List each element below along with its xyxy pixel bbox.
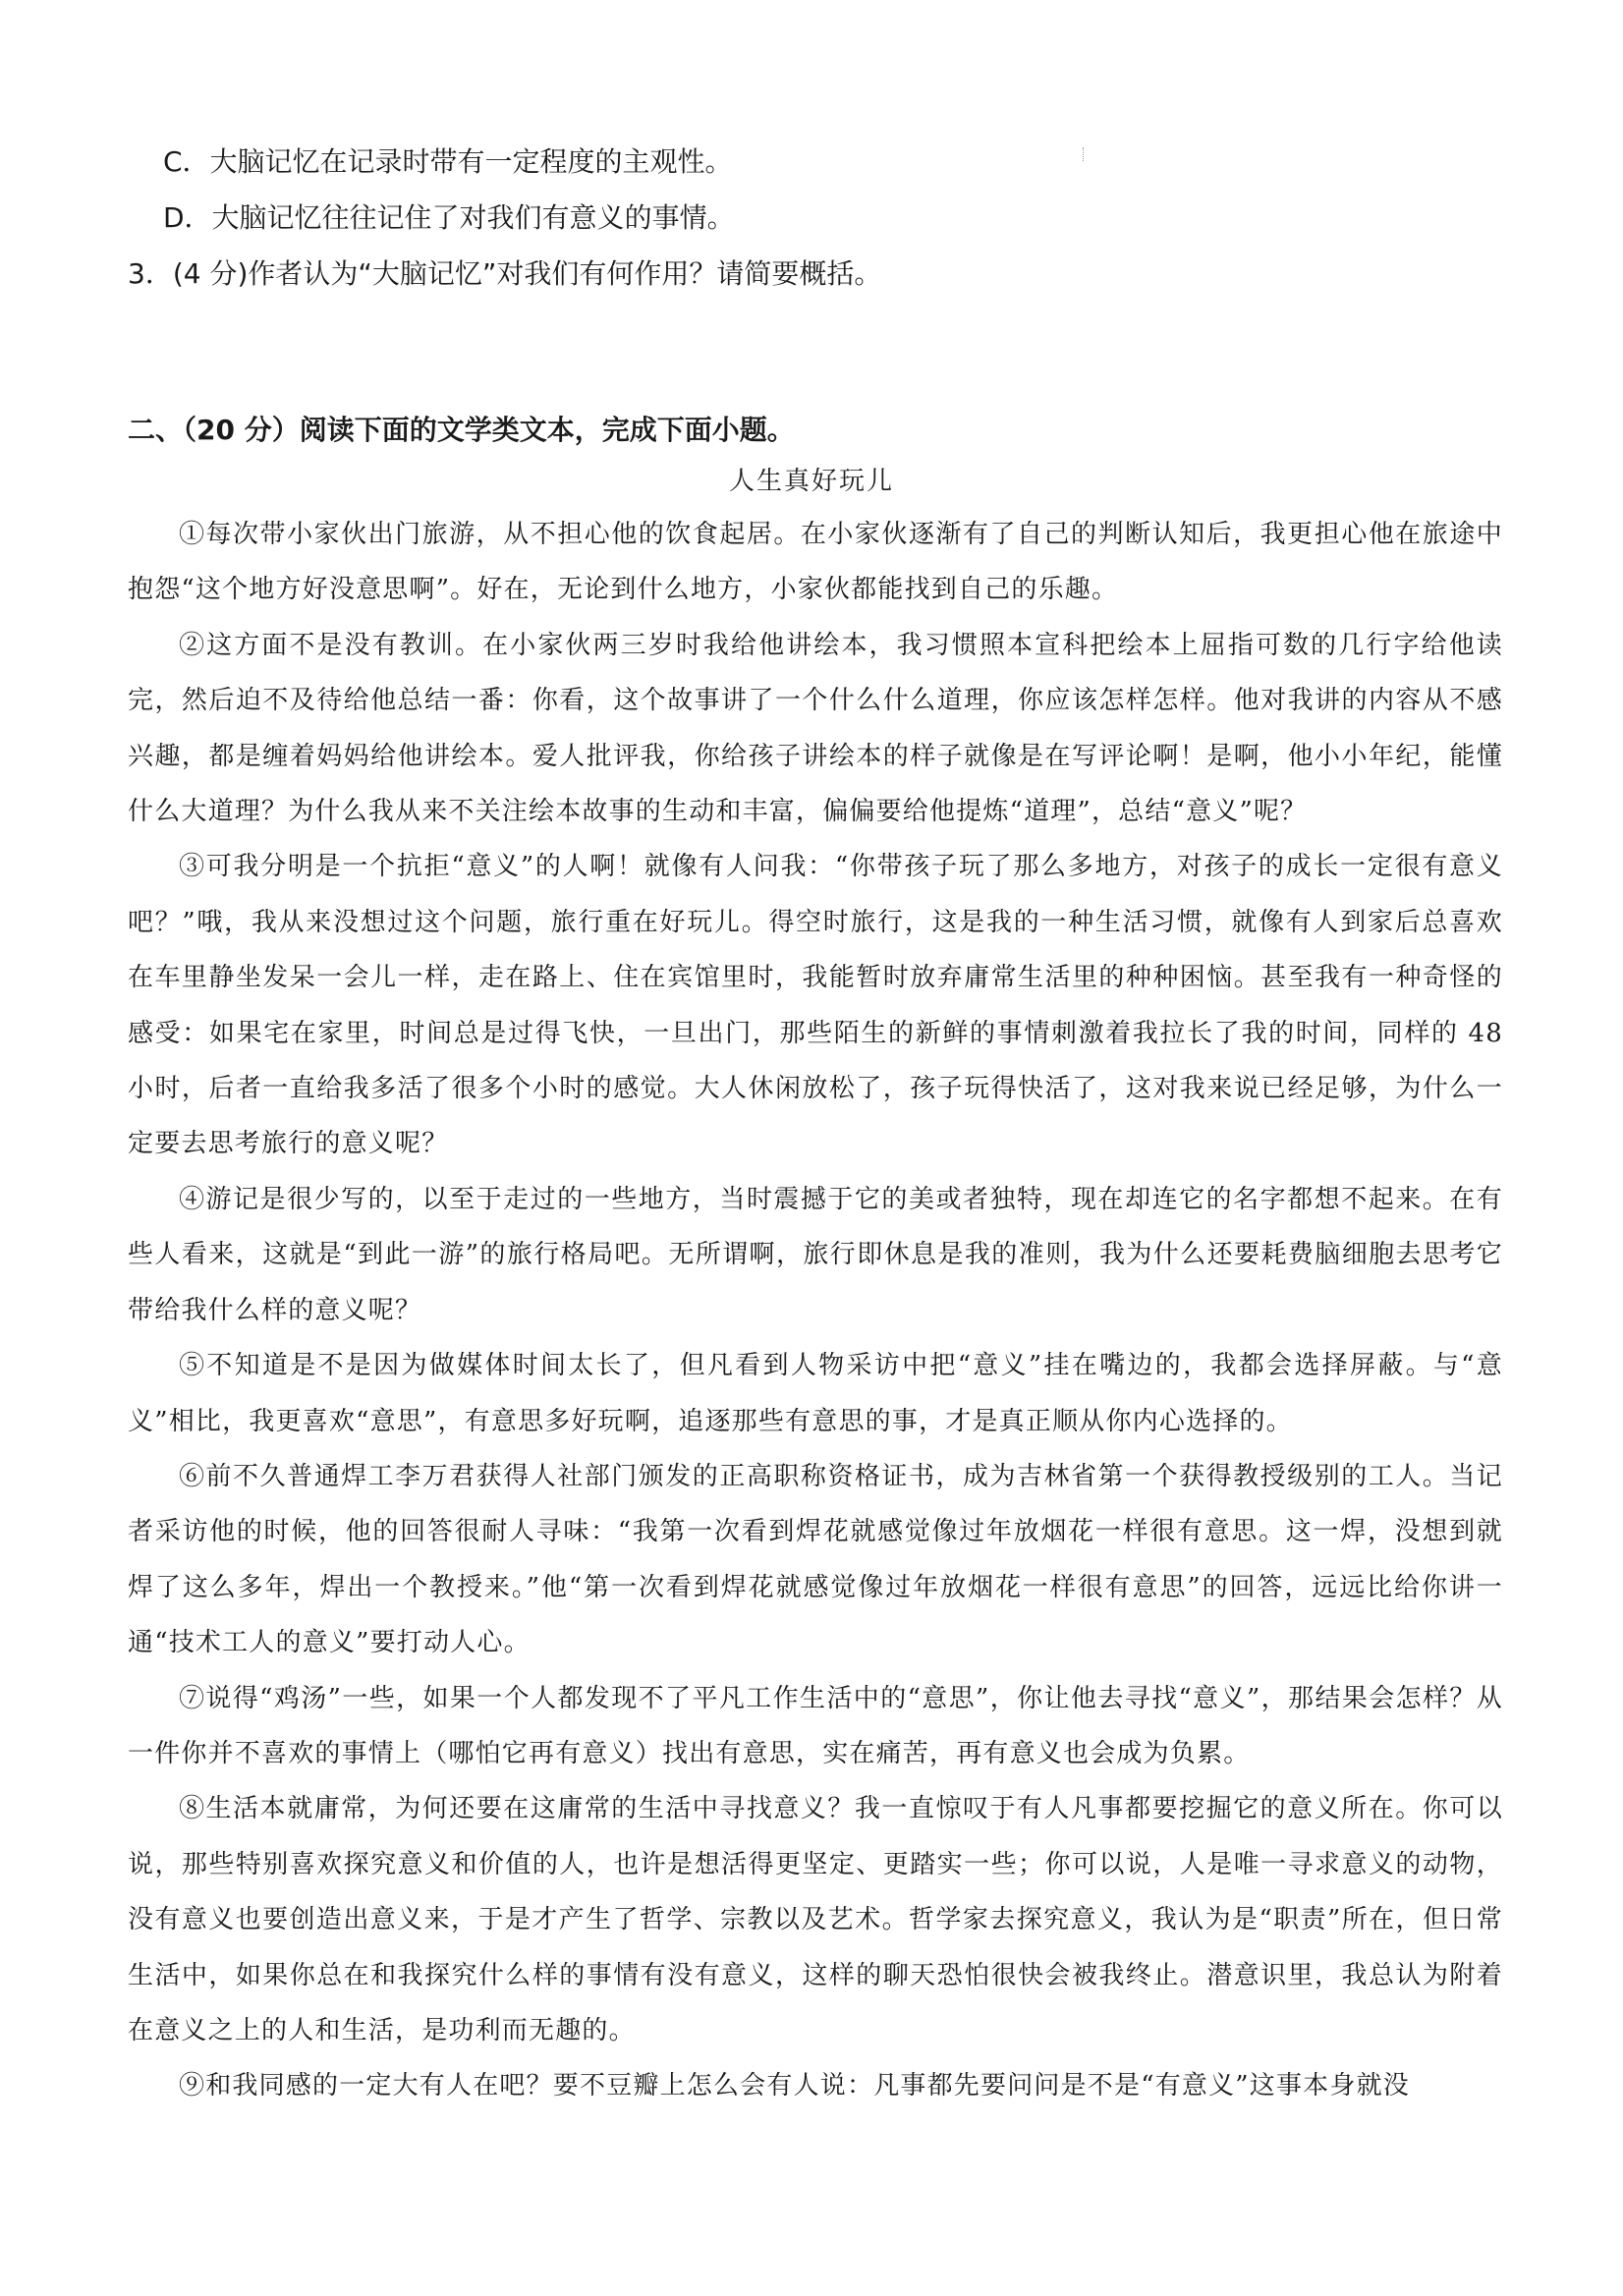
option-d: D．大脑记忆往往记住了对我们有意义的事情。	[163, 201, 735, 234]
paragraph-9: ⑨和我同感的一定大有人在吧？要不豆瓣上怎么会有人说：凡事都先要问问是不是“有意义”这事本身就没	[179, 2071, 1410, 2101]
section-2-heading: 二、（20 分）阅读下面的文学类文本，完成下面小题。	[128, 414, 795, 446]
paragraph-1: ①每次带小家伙出门旅游，从不担心他的饮食起居。在小家伙逐渐有了自己的判断认知后，我更担心他在旅途中抱怨“这个地方好没意思啊”。好在，无论到什么地方，小家伙都能找到自己的乐趣。	[128, 520, 1503, 605]
article-title: 人生真好玩儿	[728, 467, 894, 496]
paragraph-4: ④游记是很少写的，以至于走过的一些地方，当时震撼于它的美或者独特，现在却连它的名字都想不起来。在有些人看来，这就是“到此一游”的旅行格局吧。无所谓啊，旅行即休息是我的准则，我为什么还要耗费脑细胞去思考它带给我什么样的意义呢？	[128, 1184, 1503, 1325]
paragraph-5: ⑤不知道是不是因为做媒体时间太长了，但凡看到人物采访中把“意义”挂在嘴边的，我都会选择屏蔽。与“意义”相比，我更喜欢“意思”，有意思多好玩啊，追逐那些有意思的事，才是真正顺从你内心选择的。	[128, 1351, 1503, 1436]
paragraph-6: ⑥前不久普通焊工李万君获得人社部门颁发的正高职称资格证书，成为吉林省第一个获得教授级别的工人。当记者采访他的时候，他的回答很耐人寻味：“我第一次看到焊花就感觉像过年放烟花一样很有意思。这一焊，没想到就焊了这么多年，焊出一个教授来。”他“第一次看到焊花就感觉像过年放烟花一样很有意思”的回答，远远比给你讲一通“技术工人的意义”要打动人心。	[128, 1461, 1503, 1658]
question-3: 3．(4 分)作者认为“大脑记忆”对我们有何作用？请简要概括。	[128, 257, 882, 290]
paragraph-7: ⑦说得“鸡汤”一些，如果一个人都发现不了平凡工作生活中的“意思”，你让他去寻找“意义”，那结果会怎样？从一件你并不喜欢的事情上（哪怕它再有意义）找出有意思，实在痛苦，再有意义也会成为负累。	[128, 1683, 1503, 1768]
paragraph-3: ③可我分明是一个抗拒“意义”的人啊！就像有人问我：“你带孩子玩了那么多地方，对孩子的成长一定很有意义吧？”哦，我从来没想过这个问题，旅行重在好玩儿。得空时旅行，这是我的一种生活习惯，就像有人到家后总喜欢在车里静坐发呆一会儿一样，走在路上、住在宾馆里时，我能暂时放弃庸常生活里的种种困恼。甚至我有一种奇怪的感受：如果宅在家里，时间总是过得飞快，一旦出门，那些陌生的新鲜的事情刺激着我拉长了我的时间，同样的 48 小时，后者一直给我多活了很多个小时的感觉。大人休闲放松了，孩子玩得快活了，这对我来说已经足够，为什么一定要去思考旅行的意义呢？	[128, 852, 1503, 1159]
paragraph-8: ⑧生活本就庸常，为何还要在这庸常的生活中寻找意义？我一直惊叹于有人凡事都要挖掘它的意义所在。你可以说，那些特别喜欢探究意义和价值的人，也许是想活得更坚定、更踏实一些；你可以说，人是唯一寻求意义的动物，没有意义也要创造出意义来，于是才产生了哲学、宗教以及艺术。哲学家去探究意义，我认为是“职责”所在，但日常生活中，如果你总在和我探究什么样的事情有没有意义，这样的聊天恐怕很快会被我终止。潜意识里，我总认为附着在意义之上的人和生活，是功利而无趣的。	[128, 1794, 1503, 2045]
option-c: C．大脑记忆在记录时带有一定程度的主观性。	[163, 145, 733, 178]
scan-mark	[1083, 147, 1086, 161]
article-body	[128, 507, 1503, 2114]
paragraph-2: ②这方面不是没有教训。在小家伙两三岁时我给他讲绘本，我习惯照本宣科把绘本上屈指可数的几行字给他读完，然后迫不及待给他总结一番：你看，这个故事讲了一个什么什么道理，你应该怎样怎样。他对我讲的内容从不感兴趣，都是缠着妈妈给他讲绘本。爱人批评我，你给孩子讲绘本的样子就像是在写评论啊！是啊，他小小年纪，能懂什么大道理？为什么我从来不关注绘本故事的生动和丰富，偏偏要给他提炼“道理”，总结“意义”呢？	[128, 630, 1503, 827]
